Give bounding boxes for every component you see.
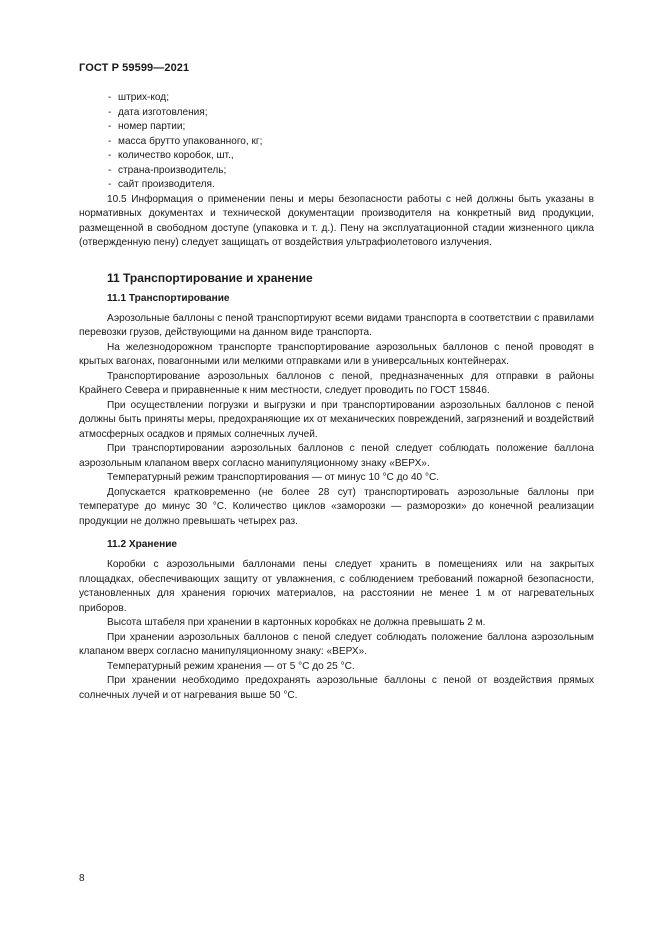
list-marker: - bbox=[108, 121, 112, 132]
list-item: - штрих-код; bbox=[79, 91, 594, 106]
paragraph: При транспортировании аэрозольных баллонов с пеной следует соблюдать положение баллона аэрозольным клапаном вверх согласно манипуляционному знаку «ВЕРХ». bbox=[79, 443, 594, 469]
list-item: - номер партии; bbox=[79, 120, 594, 135]
section-11-1-title: 11.1 Транспортирование bbox=[107, 292, 230, 304]
list-marker: - bbox=[108, 92, 112, 103]
list-item: - дата изготовления; bbox=[79, 106, 594, 121]
list-item: - сайт производителя. bbox=[79, 178, 594, 193]
paragraph: Транспортирование аэрозольных баллонов с пеной, предназначенных для отправки в районы Крайнего Севера и приравненные к ним местности, следует проводить по ГОСТ 15846. bbox=[79, 370, 594, 396]
paragraph: Допускается кратковременно (не более 28 сут) транспортировать аэрозольные баллоны при температуре до минус 30 °С. Количество циклов «заморозки — разморозки» до конечной реализации продукции не должно превышать четырех раз. bbox=[79, 486, 594, 527]
list-marker: - bbox=[108, 135, 112, 147]
document-header: ГОСТ Р 59599—2021 bbox=[79, 62, 190, 74]
page-number: 8 bbox=[79, 873, 85, 884]
paragraph: Температурный режим транспортирования — от минус 10 °С до 40 °С. bbox=[107, 472, 440, 483]
list-marker: - bbox=[108, 106, 112, 118]
paragraph: Коробки с аэрозольными баллонами пены следует хранить в помещениях или на закрытых площадках, обеспечивающих защиту от увлажнения, с соблюдением требований пожарной безопасности, установленных для хранения горючих материалов, на расстоянии не менее 1 м от нагревательных приборов. bbox=[79, 559, 594, 614]
paragraph-10-5: 10.5 Информация о применении пены и меры безопасности работы с ней должны быть указаны в нормативных документах и технической документации производителя на конкретный вид продукции, размещенной в свободном доступе (упаковка и т. д.). Пену на эксплуатационной стадии жизненного цикла (отвержденную пену) следует защищать от воздействия ультрафиолетового излучения. bbox=[79, 193, 594, 248]
paragraph: Высота штабеля при хранении в картонных коробках не должна превышать 2 м. bbox=[107, 617, 486, 628]
paragraph: При осуществлении погрузки и выгрузки и при транспортировании аэрозольных баллонов с пеной должны быть приняты меры, предохраняющие их от механических повреждений, загрязнений и воздействий атмосферных осадков и прямых солнечных лучей. bbox=[79, 399, 594, 440]
paragraph: Аэрозольные баллоны с пеной транспортируют всеми видами транспорта в соответствии с правилами перевозки грузов, действующими на данном виде транспорта. bbox=[79, 312, 594, 338]
paragraph: При хранении аэрозольных баллонов с пеной следует соблюдать положение баллона аэрозольным клапаном вверх согласно манипуляционному знаку: «ВЕРХ». bbox=[79, 631, 594, 657]
list-marker: - bbox=[108, 150, 112, 161]
paragraph: На железнодорожном транспорте транспортирование аэрозольных баллонов с пеной проводят в крытых вагонах, повагонными или мелкими отправками или в универсальных контейнерах. bbox=[79, 341, 594, 367]
list-item: - количество коробок, шт., bbox=[79, 149, 594, 164]
paragraph: При хранении необходимо предохранять аэрозольные баллоны с пеной от воздействия прямых солнечных лучей и от нагревания выше 50 °С. bbox=[79, 675, 594, 701]
list-item: - масса брутто упакованного, кг; bbox=[79, 135, 594, 150]
paragraph: Температурный режим хранения — от 5 °С до 25 °С. bbox=[107, 660, 355, 672]
marking-list bbox=[79, 91, 594, 193]
section-11-2-title: 11.2 Хранение bbox=[107, 539, 178, 550]
list-item: - страна-производитель; bbox=[79, 164, 594, 179]
section-11-title: 11 Транспортирование и хранение bbox=[107, 270, 313, 285]
list-marker: - bbox=[108, 164, 112, 176]
page-content bbox=[79, 91, 594, 703]
list-marker: - bbox=[108, 179, 112, 190]
